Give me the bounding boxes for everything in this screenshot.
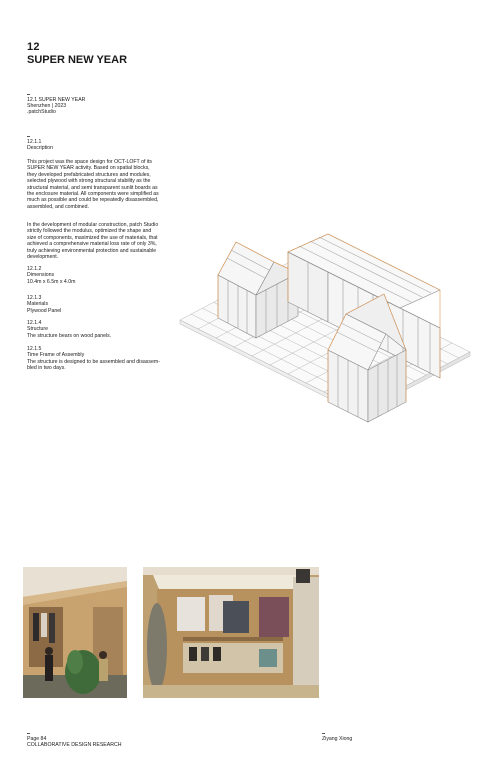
meta-studio: .patchStudio xyxy=(27,109,56,116)
project-meta xyxy=(27,94,167,116)
project-number: 12 xyxy=(27,41,40,53)
spec-dimensions xyxy=(27,266,173,285)
tick-mark xyxy=(27,733,30,734)
para-line: strictly followed the modulus, optimized the shape and xyxy=(27,228,152,235)
para-line: This project was the space design for OCT-LOFT of its xyxy=(27,159,153,165)
spec-value: 10.4m x 6.5m x 4.0m xyxy=(27,278,76,285)
meta-title: 12.1 SUPER NEW YEAR xyxy=(27,96,86,103)
para-line: SUPER NEW YEAR activity. Based on spatial blocks, xyxy=(27,165,150,172)
spec-value: The structure bears on wood panels. xyxy=(27,332,112,339)
para-line: development. xyxy=(27,254,59,261)
spec-label: Structure xyxy=(27,326,49,333)
footer-left xyxy=(27,733,121,748)
spec-materials xyxy=(27,295,173,314)
para-line: they developed prefabricated structures and modules, xyxy=(27,171,151,178)
para-line: size of components, maximized the use of materials, that xyxy=(27,234,158,241)
spec-label: Materials xyxy=(27,301,49,308)
interior-photo-right xyxy=(143,567,319,698)
meta-location-year: Shenzhen | 2023 xyxy=(27,102,67,109)
footer-right xyxy=(322,733,352,742)
axonometric-diagram xyxy=(178,232,472,428)
tick-mark xyxy=(27,94,30,95)
spec-assembly-time xyxy=(27,346,177,372)
description-label: Description xyxy=(27,144,53,151)
para-line: much as possible and could be repeatedly disassembled, xyxy=(27,197,159,204)
page-number: Page 84 xyxy=(27,735,47,742)
book-title: COLLABORATIVE DESIGN RESEARCH xyxy=(27,741,122,748)
description-code: 12.1.1 xyxy=(27,138,42,145)
spec-code: 12.1.4 xyxy=(27,320,42,326)
spec-code: 12.1.2 xyxy=(27,266,42,272)
spec-value: bled in two days. xyxy=(27,365,66,372)
para-line: achieved a comprehensive material loss rate of only 3%, xyxy=(27,241,157,248)
author-name: Ziyang Xiong xyxy=(322,735,353,742)
project-title: SUPER NEW YEAR xyxy=(27,54,128,66)
spec-label: Time Frame of Assembly xyxy=(27,352,85,359)
description-section xyxy=(27,136,173,151)
para-line: the enclosure material. All components were simplified as xyxy=(27,191,159,198)
description-paragraph-2 xyxy=(27,222,173,260)
tick-mark xyxy=(27,136,30,137)
para-line: In the development of modular construction, patch Studio xyxy=(27,222,159,228)
description-paragraph-1 xyxy=(27,159,173,210)
spec-code: 12.1.5 xyxy=(27,346,42,352)
spec-label: Dimensions xyxy=(27,272,55,279)
spec-value: Plywood Panel xyxy=(27,307,62,314)
tick-mark xyxy=(322,733,325,734)
spec-value: The structure is designed to be assembled and disassem- xyxy=(27,358,160,365)
para-line: structural material, and semi transparent sunlit boards as xyxy=(27,184,158,191)
para-line: truly achieving environmental protection and sustainable xyxy=(27,247,157,254)
para-line: selected plywood with strong structural stability as the xyxy=(27,178,151,185)
spec-code: 12.1.3 xyxy=(27,295,42,301)
para-line: assembled, and combined. xyxy=(27,203,89,210)
spec-structure xyxy=(27,320,173,339)
interior-photo-left xyxy=(23,567,127,698)
